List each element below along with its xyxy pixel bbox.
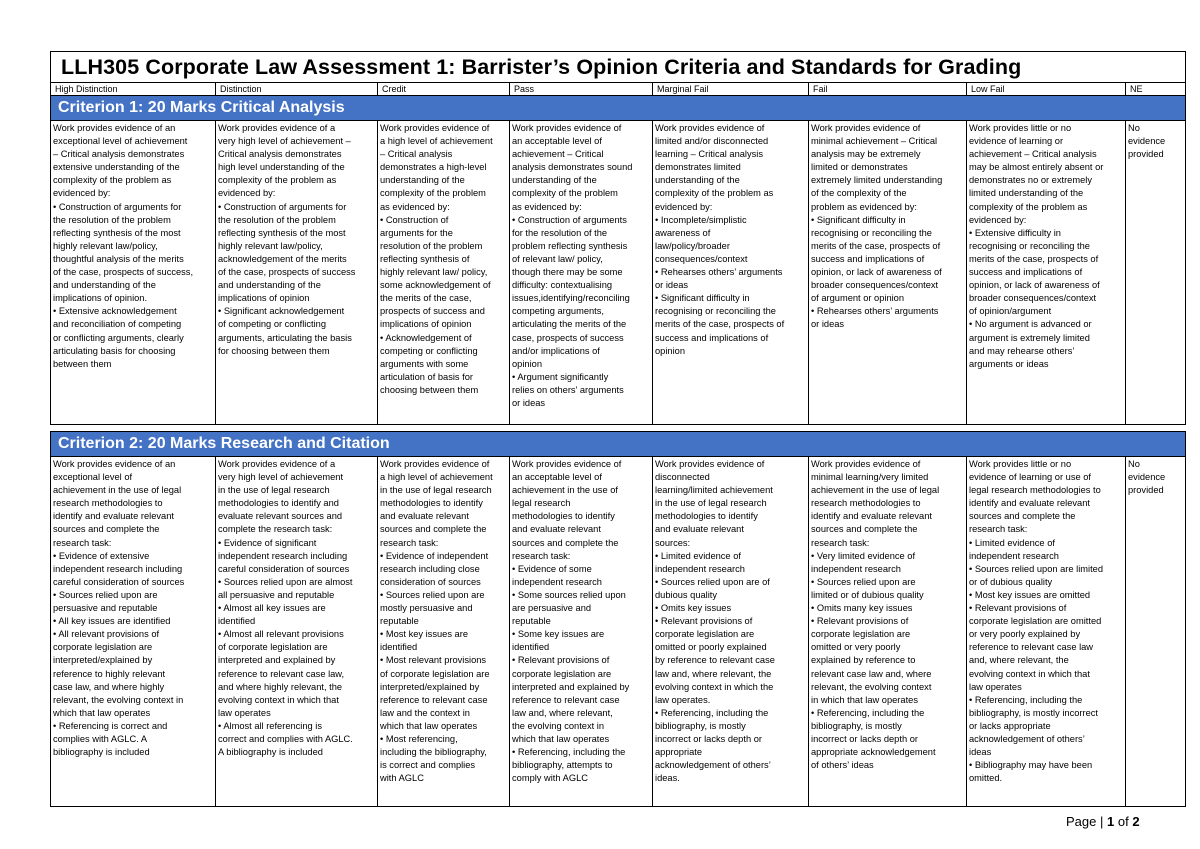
footer-current-page: 1 xyxy=(1107,814,1115,829)
column-header-row xyxy=(51,83,1186,96)
criterion-row xyxy=(51,121,1186,425)
criterion-cell: Work provides evidence of an acceptable level of achievement in the use of legal research methodologies to identify and evaluate relevant sources and complete the research task: • Evidence of some independent research • Some sources relied upon are persuasive and reputable • Some key issues are identified • Relevant provisions of corporate legislation are interpreted and explained by reference to relevant case law and, where relevant, the evolving context in which that law operates • Referencing, including the bibliography, attempts to comply with AGLC xyxy=(510,457,653,807)
footer-of-label: of xyxy=(1117,814,1129,829)
criterion-row xyxy=(51,457,1186,807)
criterion-cell: Work provides little or no evidence of learning or use of legal research methodologies to identify and evaluate relevant sources and complete the research task: • Limited evidence of independent research • Sources relied upon are limited or of dubious quality • Most key issues are omitted • Relevant provisions of corporate legislation are omitted or very poorly explained by reference to relevant case law and, where relevant, the evolving context in which that law operates • Referencing, including the bibliography, is mostly incorrect or lacks appropriate acknowledgement of others’ ideas • Bibliography may have been omitted. xyxy=(967,457,1126,807)
criterion-heading: Criterion 2: 20 Marks Research and Citation xyxy=(51,432,1186,457)
criterion-cell: Work provides evidence of a very high level of achievement – Critical analysis demonstrates high level understanding of the complexity of the problem as evidenced by: • Construction of arguments for the resolution of the problem reflecting synthesis of the most highly relevant law/policy, acknowledgement of the merits of the case, prospects of success and understanding of the implications of opinion • Significant acknowledgement of competing or conflicting arguments, articulating the basis for choosing between them xyxy=(216,121,378,425)
criterion-cell: Work provides evidence of limited and/or disconnected learning – Critical analysis demonstrates limited understanding of the complexity of the problem as evidenced by: • Incomplete/simplistic awareness of law/policy/broader consequences/context • Rehearses others’ arguments or ideas • Significant difficulty in recognising or reconciling the merits of the case, prospects of success and implications of opinion xyxy=(653,121,809,425)
criterion-cell: No evidence provided xyxy=(1126,121,1186,425)
criterion-heading: Criterion 1: 20 Marks Critical Analysis xyxy=(51,96,1186,121)
footer-total-pages: 2 xyxy=(1132,814,1140,829)
column-header: Credit xyxy=(378,83,510,96)
criterion-cell: Work provides evidence of minimal achievement – Critical analysis may be extremely limited or demonstrates extremely limited understanding of the complexity of the problem as evidenced by: • Significant difficulty in recognising or reconciling the merits of the case, prospects of success and implications of opinion, or lack of awareness of broader consequences/context of argument or opinion • Rehearses others’ arguments or ideas xyxy=(809,121,967,425)
criterion-cell: No evidence provided xyxy=(1126,457,1186,807)
criterion-cell: Work provides evidence of a high level of achievement – Critical analysis demonstrates a high-level understanding of the complexity of the problem as evidenced by: • Construction of arguments for the resolution of the problem reflecting synthesis of highly relevant law/ policy, some acknowledgement of the merits of the case, prospects of success and implications of opinion • Acknowledgement of competing or conflicting arguments with some articulation of basis for choosing between them xyxy=(378,121,510,425)
criterion-cell: Work provides evidence of disconnected learning/limited achievement in the use of legal research methodologies to identify and evaluate relevant sources: • Limited evidence of independent research • Sources relied upon are of dubious quality • Omits key issues • Relevant provisions of corporate legislation are omitted or poorly explained by reference to relevant case law and, where relevant, the evolving context in which the law operates. • Referencing, including the bibliography, is mostly incorrect or lacks depth or appropriate acknowledgement of others’ ideas. xyxy=(653,457,809,807)
criterion-cell: Work provides little or no evidence of learning or achievement – Critical analysis may be almost entirely absent or demonstrates no or extremely limited understanding of the complexity of the problem as evidenced by: • Extensive difficulty in recognising or reconciling the merits of the case, prospects of success and implications of opinion, or lack of awareness of broader consequences/context of opinion/argument • No argument is advanced or argument is extremely limited and may rehearse others’ arguments or ideas xyxy=(967,121,1126,425)
page-footer xyxy=(1066,814,1140,829)
column-header: NE xyxy=(1126,83,1186,96)
page-title: LLH305 Corporate Law Assessment 1: Barrister’s Opinion Criteria and Standards for Grading xyxy=(51,52,1186,83)
criterion-cell: Work provides evidence of an exceptional level of achievement – Critical analysis demonstrates extensive understanding of the complexity of the problem as evidenced by: • Construction of arguments for the resolution of the problem reflecting synthesis of the most highly relevant law/policy, thoughtful analysis of the merits of the case, prospects of success, and understanding of the implications of opinion. • Extensive acknowledgement and reconciliation of competing or conflicting arguments, clearly articulating basis for choosing between them xyxy=(51,121,216,425)
criterion-cell: Work provides evidence of minimal learning/very limited achievement in the use of legal research methodologies to identify and evaluate relevant sources and complete the research task: • Very limited evidence of independent research • Sources relied upon are limited or of dubious quality • Omits many key issues • Relevant provisions of corporate legislation are omitted or very poorly explained by reference to relevant case law and, where relevant, the evolving context in which that law operates • Referencing, including the bibliography, is mostly incorrect or lacks depth or appropriate acknowledgement of others’ ideas xyxy=(809,457,967,807)
column-header: Pass xyxy=(510,83,653,96)
column-header: Distinction xyxy=(216,83,378,96)
column-header: High Distinction xyxy=(51,83,216,96)
criterion-cell: Work provides evidence of a high level of achievement in the use of legal research methodologies to identify and evaluate relevant sources and complete the research task: • Evidence of independent research including close consideration of sources • Sources relied upon are mostly persuasive and reputable • Most key issues are identified • Most relevant provisions of corporate legislation are interpreted/explained by reference to relevant case law and the context in which that law operates • Most referencing, including the bibliography, is correct and complies with AGLC xyxy=(378,457,510,807)
column-header: Marginal Fail xyxy=(653,83,809,96)
rubric-table xyxy=(50,51,1186,807)
footer-page-label: Page xyxy=(1066,814,1097,829)
column-header: Low Fail xyxy=(967,83,1126,96)
criterion-cell: Work provides evidence of an exceptional level of achievement in the use of legal research methodologies to identify and evaluate relevant sources and complete the research task: • Evidence of extensive independent research including careful consideration of sources • Sources relied upon are persuasive and reputable • All key issues are identified • All relevant provisions of corporate legislation are interpreted/explained by reference to highly relevant case law, and where highly relevant, the evolving context in which that law operates • Referencing is correct and complies with AGLC. A bibliography is included xyxy=(51,457,216,807)
criterion-cell: Work provides evidence of an acceptable level of achievement – Critical analysis demonstrates sound understanding of the complexity of the problem as evidenced by: • Construction of arguments for the resolution of the problem reflecting synthesis of relevant law/ policy, though there may be some difficulty: contextualising issues,identifying/reconciling competing arguments, articulating the merits of the case, prospects of success and/or implications of opinion • Argument significantly relies on others’ arguments or ideas xyxy=(510,121,653,425)
criterion-cell: Work provides evidence of a very high level of achievement in the use of legal research methodologies to identify and evaluate relevant sources and complete the research task: • Evidence of significant independent research including careful consideration of sources • Sources relied upon are almost all persuasive and reputable • Almost all key issues are identified • Almost all relevant provisions of corporate legislation are interpreted and explained by reference to relevant case law, and where highly relevant, the evolving context in which that law operates • Almost all referencing is correct and complies with AGLC. A bibliography is included xyxy=(216,457,378,807)
footer-separator: | xyxy=(1100,814,1104,829)
column-header: Fail xyxy=(809,83,967,96)
